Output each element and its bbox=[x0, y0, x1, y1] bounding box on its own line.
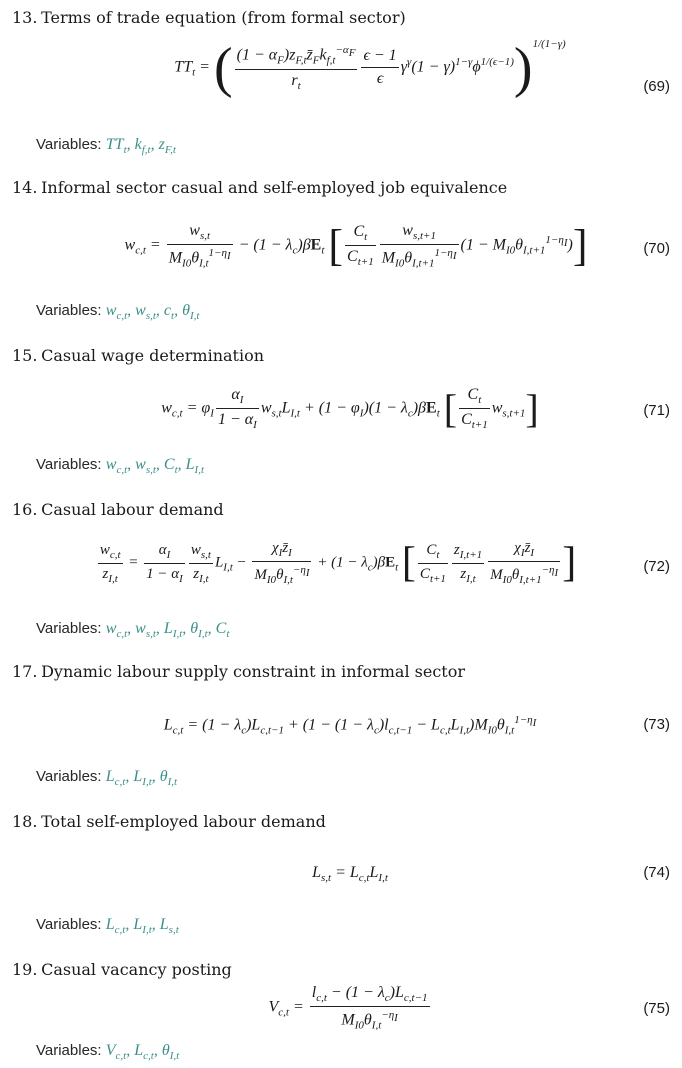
equation-number: (69) bbox=[643, 78, 670, 95]
equation-70: $w_{c,t}$ = $\frac{w_{s,t}}{M_{I0}\theta_{I,t}^{1-\eta_I}}$ − $(1 - \lambda_c)\beta E_t$ [ $\frac{C_t}{C_{t+1}}$ $\frac{w_{s,t+1}}{M_{I0}\theta_{I,t+1}^{1-\eta_I}}$ $(1 - M_{I0}\theta_{I,t+1}^{1-\eta_I})$] bbox=[124, 220, 588, 270]
variables-line bbox=[36, 136, 176, 156]
variables-label: Variables: bbox=[36, 916, 102, 933]
equation-73: $L_{c,t} = (1 - \lambda_c)L_{c,t-1} + (1 - (1 - \lambda_c)l_{c,t-1} - L_{c,t}L_{I,t})M_{I0}\theta_{I,t}^{1-\eta_I}$ bbox=[163, 714, 537, 737]
variables-line bbox=[36, 768, 177, 788]
variables-list: $w_{c,t}$, $w_{s,t}$, $C_t$, $L_{I,t}$ bbox=[105, 456, 205, 477]
equation-71: $w_{c,t} = \varphi_I$ $\frac{\alpha_I}{1 - \alpha_I}$ $w_{s,t}L_{I,t} + (1 - \varphi_I)(1 - \lambda_c)\beta E_t$ [ $\frac{C_t}{C_{t+1}}$ $w_{s,t+1}$] bbox=[161, 385, 539, 432]
variables-list: $w_{c,t}$, $w_{s,t}$, $L_{I,t}$, $\theta_{I,t}$, $C_t$ bbox=[105, 620, 230, 641]
variables-line bbox=[36, 456, 204, 476]
section-title: Casual wage determination bbox=[41, 346, 265, 365]
section-title: Dynamic labour supply constraint in informal sector bbox=[41, 662, 466, 681]
variables-label: Variables: bbox=[36, 768, 102, 785]
section-heading bbox=[12, 960, 232, 979]
section-title: Casual labour demand bbox=[41, 500, 224, 519]
equation-number: (70) bbox=[643, 240, 670, 257]
section-title: Total self-employed labour demand bbox=[41, 812, 326, 831]
section-title: Informal sector casual and self-employed job equivalence bbox=[41, 178, 508, 197]
section-number: 17. bbox=[12, 662, 38, 681]
equation-number: (72) bbox=[643, 558, 670, 575]
section-heading bbox=[12, 178, 507, 197]
variables-list: $L_{c,t}$, $L_{I,t}$, $\theta_{I,t}$ bbox=[105, 768, 178, 789]
variables-label: Variables: bbox=[36, 1042, 102, 1059]
variables-line bbox=[36, 916, 179, 936]
variables-label: Variables: bbox=[36, 136, 102, 153]
section-heading bbox=[12, 662, 465, 681]
section-heading bbox=[12, 346, 264, 365]
variables-list: $V_{c,t}$, $L_{c,t}$, $\theta_{I,t}$ bbox=[105, 1042, 180, 1063]
section-heading bbox=[12, 812, 326, 831]
section-heading bbox=[12, 500, 224, 519]
section-heading bbox=[12, 8, 406, 27]
variables-line bbox=[36, 620, 229, 640]
variables-list: $TT_t$, $k_{f,t}$, $z_{F,t}$ bbox=[105, 136, 176, 157]
equation-number: (73) bbox=[643, 716, 670, 733]
variables-label: Variables: bbox=[36, 302, 102, 319]
variables-line bbox=[36, 302, 199, 322]
section-number: 16. bbox=[12, 500, 38, 519]
section-title: Casual vacancy posting bbox=[41, 960, 232, 979]
equation-number: (75) bbox=[643, 1000, 670, 1017]
section-title: Terms of trade equation (from formal sector) bbox=[41, 8, 406, 27]
equation-72: $\frac{w_{c,t}}{z_{I,t}}$ = $\frac{\alpha_I}{1 - \alpha_I}$ $\frac{w_{s,t}}{z_{I,t}}$ $L_{I,t}$ − $\frac{\chi_Iz̄_I}{M_{I0}\theta_{I,t}^{-\eta_I}}$ + $(1 - \lambda_c)\beta E_t$ [ $\frac{C_t}{C_{t+1}}$ $\frac{z_{I,t+1}}{z_{I,t}}$ $\frac{\chi_Iz̄_I}{M_{I0}\theta_{I,t+1}^{-\eta_I}}$ ] bbox=[99, 540, 577, 586]
section-number: 15. bbox=[12, 346, 38, 365]
section-number: 18. bbox=[12, 812, 38, 831]
variables-label: Variables: bbox=[36, 456, 102, 473]
variables-list: $w_{c,t}$, $w_{s,t}$, $c_t$, $\theta_{I,t}$ bbox=[105, 302, 200, 323]
section-number: 19. bbox=[12, 960, 38, 979]
section-number: 13. bbox=[12, 8, 38, 27]
variables-list: $L_{c,t}$, $L_{I,t}$, $L_{s,t}$ bbox=[105, 916, 179, 937]
equation-number: (71) bbox=[643, 402, 670, 419]
section-number: 14. bbox=[12, 178, 38, 197]
equation-number: (74) bbox=[643, 864, 670, 881]
equation-69: $TT_t$ = ( $\frac{(1 - \alpha_F)z_{F,t}z̄_Fk_{f,t}^{-\alpha_F}}{r_t}$ $\frac{\epsilon - 1}{\epsilon}$ $\gamma^\gamma(1 - \gamma)^{1-\gamma}\phi^{1/(\epsilon-1)})^{1/(1-\gamma)}$ bbox=[174, 36, 566, 99]
variables-label: Variables: bbox=[36, 620, 102, 637]
equation-75: $V_{c,t}$ = $\frac{l_{c,t} - (1 - \lambda_c)L_{c,t-1}}{M_{I0}\theta_{I,t}^{-\eta_I}}$ bbox=[268, 984, 428, 1032]
variables-line bbox=[36, 1042, 179, 1062]
equation-74: $L_{s,t} = L_{c,t}L_{I,t}$ bbox=[312, 864, 388, 885]
